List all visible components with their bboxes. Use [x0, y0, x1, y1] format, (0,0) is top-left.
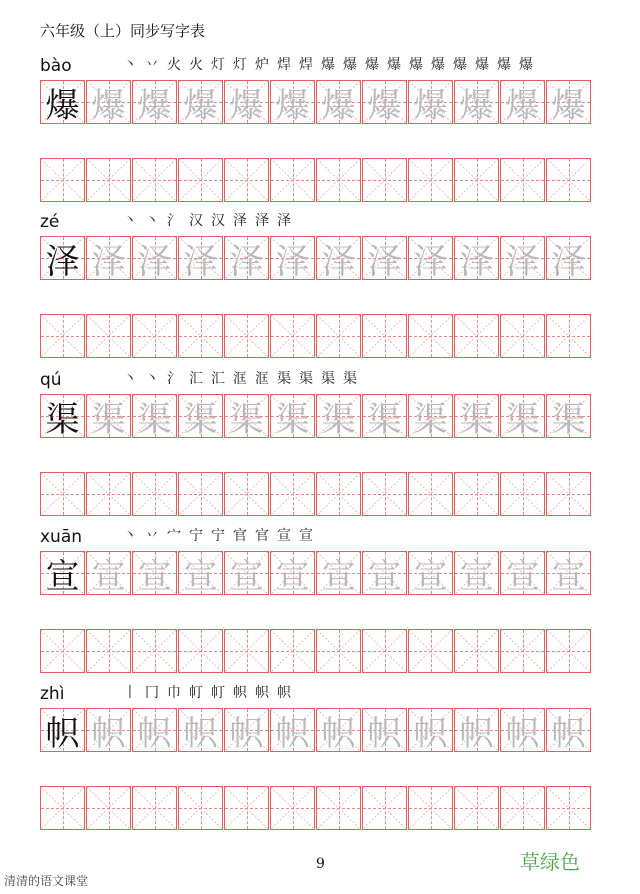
trace-char: 渠	[229, 399, 264, 440]
trace-char: 爆	[367, 85, 402, 126]
stroke-step: 丶	[145, 371, 159, 387]
trace-char: 帜	[275, 713, 310, 754]
stroke-step: 丶	[123, 528, 137, 544]
blank-grid-cell[interactable]	[500, 314, 545, 358]
stroke-step: 爆	[519, 57, 533, 73]
watermark: 清清的语文课堂	[4, 874, 89, 888]
trace-char: 爆	[91, 85, 126, 126]
pinyin: xuān	[40, 527, 83, 547]
blank-grid-cell[interactable]	[224, 158, 269, 202]
grid-cell	[546, 708, 591, 752]
trace-char: 渠	[275, 399, 310, 440]
grid-cell	[316, 80, 361, 124]
model-char: 泽	[45, 241, 80, 282]
grid-cell	[408, 708, 453, 752]
blank-grid-cell[interactable]	[362, 472, 407, 516]
blank-grid-cell[interactable]	[178, 472, 223, 516]
blank-grid-cell[interactable]	[408, 629, 453, 673]
grid-cell	[224, 394, 269, 438]
blank-grid-cell[interactable]	[546, 158, 591, 202]
stroke-step: 丶	[123, 371, 137, 387]
stroke-step: 丷	[145, 57, 159, 73]
stroke-order	[120, 525, 316, 545]
grid-cell	[132, 551, 177, 595]
stroke-step: 宁	[211, 528, 225, 544]
grid-cell	[40, 80, 85, 124]
blank-grid-cell[interactable]	[270, 472, 315, 516]
blank-grid-cell[interactable]	[362, 158, 407, 202]
blank-grid-cell[interactable]	[224, 786, 269, 830]
grid-cell	[178, 80, 223, 124]
model-char: 宣	[45, 556, 80, 597]
grid-cell	[178, 551, 223, 595]
grid-cell	[362, 394, 407, 438]
trace-char: 帜	[551, 713, 586, 754]
trace-char: 泽	[183, 241, 218, 282]
blank-grid-cell[interactable]	[178, 158, 223, 202]
practice-row	[40, 236, 602, 280]
trace-char: 帜	[91, 713, 126, 754]
stroke-step: 丷	[145, 528, 159, 544]
blank-grid-cell[interactable]	[86, 472, 131, 516]
trace-char: 宣	[367, 556, 402, 597]
grid-cell	[546, 551, 591, 595]
grid-cell	[316, 394, 361, 438]
blank-grid-cell[interactable]	[270, 629, 315, 673]
stroke-step: 帜	[233, 685, 247, 701]
blank-grid-cell[interactable]	[408, 314, 453, 358]
trace-char: 泽	[551, 241, 586, 282]
stroke-step: 渠	[321, 371, 335, 387]
stroke-step: 巾	[167, 685, 181, 701]
trace-char: 爆	[321, 85, 356, 126]
blank-grid-cell[interactable]	[454, 629, 499, 673]
grid-cell	[408, 80, 453, 124]
model-char: 渠	[45, 399, 80, 440]
trace-char: 宣	[321, 556, 356, 597]
practice-row	[40, 708, 602, 752]
blank-grid-cell[interactable]	[454, 314, 499, 358]
stroke-step: 爆	[431, 57, 445, 73]
blank-grid-cell[interactable]	[546, 786, 591, 830]
grid-cell	[40, 551, 85, 595]
stroke-step: 渠	[277, 371, 291, 387]
blank-grid-cell[interactable]	[178, 314, 223, 358]
blank-grid-cell[interactable]	[270, 314, 315, 358]
blank-grid-cell[interactable]	[500, 786, 545, 830]
stroke-step: 灯	[211, 57, 225, 73]
stroke-order	[120, 368, 360, 388]
blank-grid-cell[interactable]	[362, 314, 407, 358]
grid-cell	[224, 551, 269, 595]
blank-grid-cell[interactable]	[132, 314, 177, 358]
blank-grid-cell[interactable]	[40, 314, 85, 358]
grid-cell	[454, 394, 499, 438]
stroke-step: 爆	[475, 57, 489, 73]
blank-grid-cell[interactable]	[546, 472, 591, 516]
page-title: 六年级（上）同步写字表	[40, 22, 206, 40]
trace-char: 渠	[413, 399, 448, 440]
char-block	[40, 682, 602, 830]
trace-char: 爆	[137, 85, 172, 126]
blank-practice-row	[40, 786, 602, 830]
trace-char: 渠	[551, 399, 586, 440]
grid-cell	[270, 394, 315, 438]
stroke-step: 爆	[497, 57, 511, 73]
char-block	[40, 525, 602, 673]
stroke-step: 宀	[167, 528, 181, 544]
grid-cell	[86, 551, 131, 595]
blank-grid-cell[interactable]	[178, 629, 223, 673]
grid-cell	[500, 551, 545, 595]
trace-char: 泽	[91, 241, 126, 282]
blank-grid-cell[interactable]	[132, 472, 177, 516]
trace-char: 渠	[91, 399, 126, 440]
trace-char: 泽	[367, 241, 402, 282]
char-block	[40, 54, 602, 202]
grid-cell	[132, 80, 177, 124]
grid-cell	[40, 394, 85, 438]
stroke-step: 爆	[343, 57, 357, 73]
char-block	[40, 210, 602, 358]
blank-grid-cell[interactable]	[316, 314, 361, 358]
trace-char: 帜	[413, 713, 448, 754]
trace-char: 渠	[321, 399, 356, 440]
grid-cell	[132, 236, 177, 280]
grid-cell	[270, 708, 315, 752]
grid-cell	[454, 708, 499, 752]
blank-grid-cell[interactable]	[408, 158, 453, 202]
stroke-step: 冂	[145, 685, 159, 701]
practice-row	[40, 394, 602, 438]
stroke-step: 洭	[233, 371, 247, 387]
grid-cell	[86, 236, 131, 280]
grid-cell	[362, 708, 407, 752]
grid-cell	[40, 708, 85, 752]
grid-cell	[178, 394, 223, 438]
stroke-step: 洭	[255, 371, 269, 387]
stroke-step: 泽	[233, 213, 247, 229]
trace-char: 渠	[367, 399, 402, 440]
blank-grid-cell[interactable]	[316, 629, 361, 673]
trace-char: 帜	[367, 713, 402, 754]
pinyin-line	[40, 368, 602, 394]
grid-cell	[546, 394, 591, 438]
stroke-order	[120, 54, 536, 74]
trace-char: 渠	[137, 399, 172, 440]
pinyin: zé	[40, 212, 60, 232]
grid-cell	[86, 708, 131, 752]
stroke-step: 氵	[167, 371, 181, 387]
stroke-step: 焊	[277, 57, 291, 73]
trace-char: 爆	[459, 85, 494, 126]
stroke-step: 火	[167, 57, 181, 73]
blank-grid-cell[interactable]	[40, 158, 85, 202]
trace-char: 宣	[275, 556, 310, 597]
blank-grid-cell[interactable]	[362, 629, 407, 673]
grid-cell	[270, 80, 315, 124]
stroke-step: 灯	[233, 57, 247, 73]
grid-cell	[454, 236, 499, 280]
trace-char: 帜	[137, 713, 172, 754]
blank-practice-row	[40, 158, 602, 202]
stroke-step: 帜	[255, 685, 269, 701]
trace-char: 泽	[459, 241, 494, 282]
stroke-step: 汇	[189, 371, 203, 387]
grid-cell	[408, 551, 453, 595]
trace-char: 宣	[229, 556, 264, 597]
grid-cell	[224, 236, 269, 280]
blank-grid-cell[interactable]	[224, 314, 269, 358]
pinyin-line	[40, 682, 602, 708]
blank-grid-cell[interactable]	[270, 158, 315, 202]
blank-grid-cell[interactable]	[546, 629, 591, 673]
stroke-step: 汇	[211, 371, 225, 387]
grid-cell	[132, 394, 177, 438]
blank-grid-cell[interactable]	[500, 629, 545, 673]
grid-cell	[454, 80, 499, 124]
grid-cell	[316, 708, 361, 752]
grid-cell	[408, 236, 453, 280]
grid-cell	[408, 394, 453, 438]
grid-cell	[224, 80, 269, 124]
grid-cell	[40, 236, 85, 280]
grid-cell	[86, 394, 131, 438]
blank-grid-cell[interactable]	[500, 472, 545, 516]
stroke-step: 焊	[299, 57, 313, 73]
trace-char: 宣	[91, 556, 126, 597]
stroke-step: 帜	[277, 685, 291, 701]
trace-char: 帜	[459, 713, 494, 754]
trace-char: 泽	[321, 241, 356, 282]
stroke-step: 宣	[299, 528, 313, 544]
trace-char: 帜	[321, 713, 356, 754]
stroke-step: 官	[233, 528, 247, 544]
trace-char: 帜	[183, 713, 218, 754]
grid-cell	[546, 236, 591, 280]
grid-cell	[86, 80, 131, 124]
blank-grid-cell[interactable]	[454, 472, 499, 516]
blank-grid-cell[interactable]	[454, 786, 499, 830]
stroke-step: 爆	[409, 57, 423, 73]
blank-grid-cell[interactable]	[546, 314, 591, 358]
pinyin: zhì	[40, 684, 65, 704]
trace-char: 爆	[275, 85, 310, 126]
stroke-step: 渠	[299, 371, 313, 387]
stroke-step: 帄	[189, 685, 203, 701]
trace-char: 泽	[137, 241, 172, 282]
blank-grid-cell[interactable]	[500, 158, 545, 202]
stroke-step: 炉	[255, 57, 269, 73]
stroke-order	[120, 210, 294, 230]
grid-cell	[362, 551, 407, 595]
stroke-step: 丶	[145, 213, 159, 229]
grid-cell	[316, 236, 361, 280]
blank-grid-cell[interactable]	[86, 786, 131, 830]
blank-grid-cell[interactable]	[40, 472, 85, 516]
stroke-step: 丶	[123, 57, 137, 73]
stroke-step: 宁	[189, 528, 203, 544]
stroke-order	[120, 682, 294, 702]
grid-cell	[500, 80, 545, 124]
pinyin-line	[40, 54, 602, 80]
grid-cell	[316, 551, 361, 595]
blank-practice-row	[40, 314, 602, 358]
stroke-step: 丶	[123, 213, 137, 229]
blank-grid-cell[interactable]	[362, 786, 407, 830]
trace-char: 渠	[505, 399, 540, 440]
grid-cell	[500, 708, 545, 752]
pinyin-line	[40, 210, 602, 236]
trace-char: 渠	[459, 399, 494, 440]
grid-cell	[224, 708, 269, 752]
stroke-step: 爆	[365, 57, 379, 73]
stroke-step: 爆	[453, 57, 467, 73]
blank-grid-cell[interactable]	[132, 158, 177, 202]
grid-cell	[270, 551, 315, 595]
trace-char: 爆	[413, 85, 448, 126]
blank-grid-cell[interactable]	[316, 786, 361, 830]
model-char: 帜	[45, 713, 80, 754]
blank-practice-row	[40, 629, 602, 673]
color-label: 草绿色	[520, 850, 580, 874]
trace-char: 宣	[505, 556, 540, 597]
grid-cell	[178, 708, 223, 752]
practice-row	[40, 80, 602, 124]
stroke-step: 宣	[277, 528, 291, 544]
grid-cell	[132, 708, 177, 752]
page-number: 9	[316, 856, 325, 872]
trace-char: 宣	[183, 556, 218, 597]
trace-char: 泽	[505, 241, 540, 282]
trace-char: 宣	[137, 556, 172, 597]
blank-grid-cell[interactable]	[316, 472, 361, 516]
blank-grid-cell[interactable]	[86, 158, 131, 202]
grid-cell	[362, 236, 407, 280]
blank-grid-cell[interactable]	[132, 786, 177, 830]
grid-cell	[178, 236, 223, 280]
grid-cell	[270, 236, 315, 280]
stroke-step: 爆	[321, 57, 335, 73]
blank-grid-cell[interactable]	[178, 786, 223, 830]
grid-cell	[500, 394, 545, 438]
blank-grid-cell[interactable]	[86, 314, 131, 358]
trace-char: 爆	[505, 85, 540, 126]
blank-grid-cell[interactable]	[86, 629, 131, 673]
trace-char: 泽	[413, 241, 448, 282]
trace-char: 爆	[551, 85, 586, 126]
blank-grid-cell[interactable]	[40, 786, 85, 830]
trace-char: 泽	[275, 241, 310, 282]
trace-char: 帜	[505, 713, 540, 754]
stroke-step: 泽	[255, 213, 269, 229]
blank-grid-cell[interactable]	[40, 629, 85, 673]
blank-grid-cell[interactable]	[316, 158, 361, 202]
stroke-step: 氵	[167, 213, 181, 229]
blank-grid-cell[interactable]	[224, 472, 269, 516]
stroke-step: 汉	[189, 213, 203, 229]
blank-grid-cell[interactable]	[132, 629, 177, 673]
grid-cell	[454, 551, 499, 595]
trace-char: 泽	[229, 241, 264, 282]
trace-char: 宣	[413, 556, 448, 597]
grid-cell	[546, 80, 591, 124]
pinyin-line	[40, 525, 602, 551]
blank-grid-cell[interactable]	[408, 472, 453, 516]
pinyin: qú	[40, 370, 62, 390]
trace-char: 渠	[183, 399, 218, 440]
blank-grid-cell[interactable]	[454, 158, 499, 202]
blank-grid-cell[interactable]	[270, 786, 315, 830]
grid-cell	[362, 80, 407, 124]
stroke-step: 渠	[343, 371, 357, 387]
stroke-step: 丨	[123, 685, 137, 701]
stroke-step: 爆	[387, 57, 401, 73]
trace-char: 爆	[183, 85, 218, 126]
practice-row	[40, 551, 602, 595]
grid-cell	[500, 236, 545, 280]
trace-char: 爆	[229, 85, 264, 126]
stroke-step: 帄	[211, 685, 225, 701]
blank-grid-cell[interactable]	[408, 786, 453, 830]
char-block	[40, 368, 602, 516]
blank-grid-cell[interactable]	[224, 629, 269, 673]
trace-char: 宣	[459, 556, 494, 597]
trace-char: 宣	[551, 556, 586, 597]
stroke-step: 官	[255, 528, 269, 544]
pinyin: bào	[40, 56, 72, 76]
stroke-step: 汉	[211, 213, 225, 229]
model-char: 爆	[45, 85, 80, 126]
stroke-step: 火	[189, 57, 203, 73]
blank-practice-row	[40, 472, 602, 516]
stroke-step: 泽	[277, 213, 291, 229]
trace-char: 帜	[229, 713, 264, 754]
